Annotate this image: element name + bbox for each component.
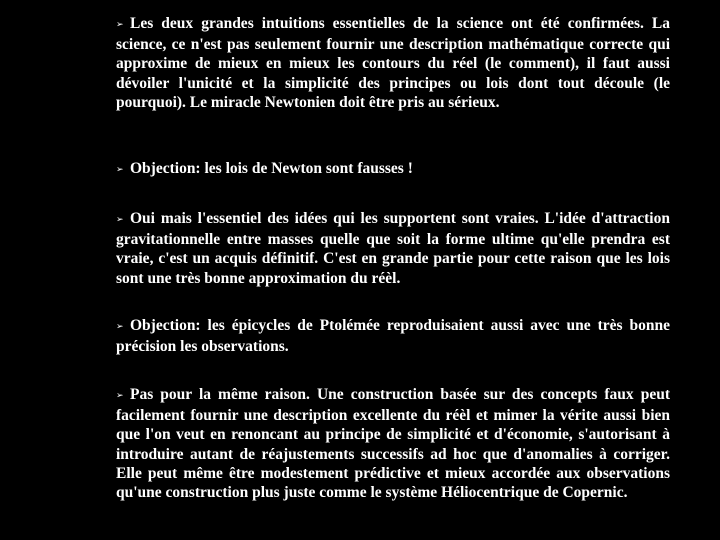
paragraph-text-4: Objection: les épicycles de Ptolémée reproduisaient aussi avec une très bonne précision les observations. (116, 317, 670, 356)
bullet-paragraph-1 (116, 14, 670, 112)
paragraph-text-5: Pas pour la même raison. Une construction basée sur des concepts faux peut facilement fournir une description excellente du réèl et mimer la vérite aussi bien que l'on veut en renoncant au principe de simplicité et d'économie, s'autorisant à introduire autant de réajustements successifs ad hoc que d'anomalies à corriger. Elle peut même être modestement prédictive et mieux accordée aux observations qu'une construction plus juste comme le système Héliocentrique de Copernic. (116, 386, 670, 502)
bullet-paragraph-3 (116, 209, 670, 288)
bullet-paragraph-2 (116, 159, 670, 180)
paragraph-text-2: Objection: les lois de Newton sont fausses ! (130, 160, 413, 177)
arrowhead-right-icon: ➢ (116, 322, 124, 332)
bullet-paragraph-5 (116, 385, 670, 502)
arrowhead-right-icon: ➢ (116, 391, 124, 401)
bullet-paragraph-4 (116, 316, 670, 356)
paragraph-text-1: Les deux grandes intuitions essentielles de la science ont été confirmées. La science, ce n'est pas seulement fournir une description mathématique correcte qui approxime de mieux en mieux les contours du réel (le comment), il faut aussi dévoiler l'unicité et la simplicité des principes ou lois dont tout découle (le pourquoi). Le miracle Newtonien doit être pris au sérieux. (116, 15, 670, 111)
arrowhead-right-icon: ➢ (116, 20, 124, 30)
paragraph-text-3: Oui mais l'essentiel des idées qui les supportent sont vraies. L'idée d'attraction gravitationnelle entre masses quelle que soit la forme ultime qu'elle prendra est vraie, c'est un acquis définitif. C'est en grande partie pour cette raison que les lois sont une très bonne approximation du réèl. (116, 210, 670, 287)
arrowhead-right-icon: ➢ (116, 165, 124, 175)
arrowhead-right-icon: ➢ (116, 215, 124, 225)
